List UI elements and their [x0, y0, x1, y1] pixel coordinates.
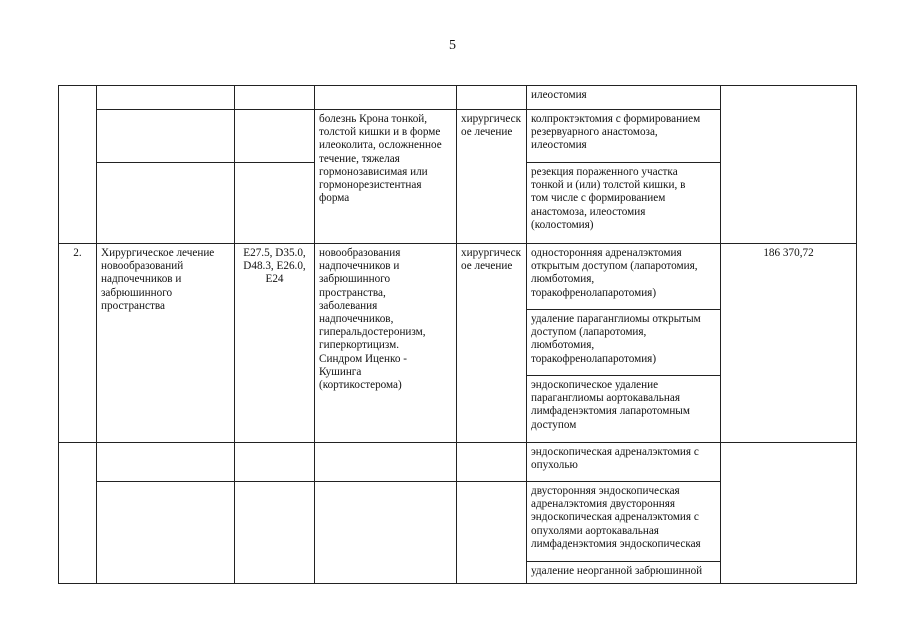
- method-cell: эндоскопическое удаление параганглиомы аортокавальная лимфаденэктомия лапаротомным доступом: [527, 376, 721, 443]
- method-cell: удаление параганглиомы открытым доступом (лапаротомия, люмботомия, торакофренолапаротомия): [527, 310, 721, 376]
- table-row: [59, 443, 857, 482]
- table-row: [59, 244, 857, 310]
- treatment-cell: [457, 482, 527, 584]
- price-cell: [721, 86, 857, 244]
- method-cell: колпроктэктомия с формированием резервуарного анастомоза, илеостомия: [527, 110, 721, 163]
- treatment-cell: хирургическ ое лечение: [457, 244, 527, 443]
- page-number: 5: [449, 38, 456, 53]
- method-cell: двусторонняя эндоскопическая адреналэктомия двусторонняя эндоскопическая адреналэктомия с опухолями аортокавальная лимфаденэктомия эндоскопическая: [527, 482, 721, 562]
- name-cell: [97, 110, 235, 163]
- price-cell: [721, 443, 857, 584]
- name-cell: [97, 443, 235, 482]
- name-cell: [97, 86, 235, 110]
- method-cell: илеостомия: [527, 86, 721, 110]
- num-cell: [59, 443, 97, 584]
- treatment-cell: [457, 443, 527, 482]
- codes-cell: E27.5, D35.0, D48.3, E26.0, E24: [235, 244, 315, 443]
- method-cell: односторонняя адреналэктомия открытым доступом (лапаротомия, люмботомия, торакофренолапаротомия): [527, 244, 721, 310]
- medical-services-table: [58, 85, 857, 584]
- condition-cell: [315, 443, 457, 482]
- method-cell: резекция пораженного участка тонкой и (или) толстой кишки, в том числе с формированием анастомоза, илеостомия (колостомия): [527, 163, 721, 244]
- table-row: [59, 86, 857, 110]
- treatment-cell: [457, 86, 527, 110]
- codes-cell: [235, 163, 315, 244]
- codes-cell: [235, 86, 315, 110]
- treatment-cell: хирургическ ое лечение: [457, 110, 527, 244]
- price-cell: 186 370,72: [721, 244, 857, 443]
- num-cell: [59, 86, 97, 244]
- name-cell: [97, 482, 235, 584]
- codes-cell: [235, 443, 315, 482]
- num-cell: 2.: [59, 244, 97, 443]
- condition-cell: болезнь Крона тонкой, толстой кишки и в форме илеоколита, осложненное течение, тяжелая гормонозависимая или гормонорезистентная форма: [315, 110, 457, 244]
- method-cell: удаление неорганной забрюшинной: [527, 562, 721, 584]
- codes-cell: [235, 110, 315, 163]
- condition-cell: новообразования надпочечников и забрюшинного пространства, заболевания надпочечников, гиперальдостеронизм, гиперкортицизм. Синдром Иценко - Кушинга (кортикостерома): [315, 244, 457, 443]
- condition-cell: [315, 482, 457, 584]
- name-cell: Хирургическое лечение новообразований надпочечников и забрюшинного пространства: [97, 244, 235, 443]
- codes-cell: [235, 482, 315, 584]
- name-cell: [97, 163, 235, 244]
- method-cell: эндоскопическая адреналэктомия с опухолью: [527, 443, 721, 482]
- condition-cell: [315, 86, 457, 110]
